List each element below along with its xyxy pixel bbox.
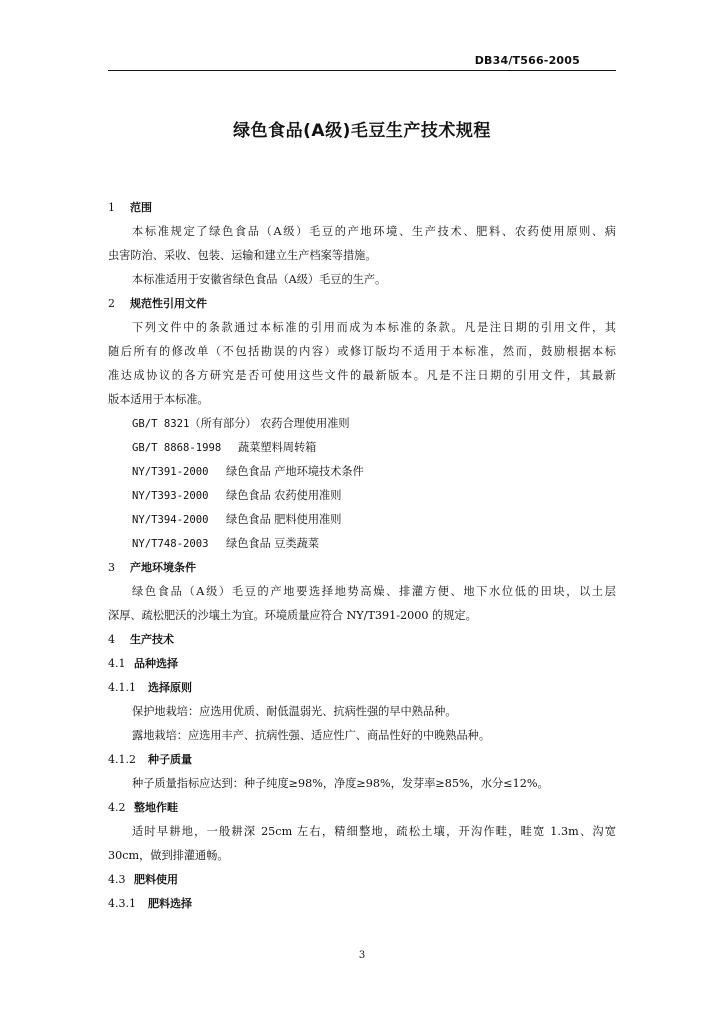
reference-item <box>108 532 616 556</box>
section-number: 4.1.1 <box>108 681 136 694</box>
paragraph-line: 本标准适用于安徽省绿色食品（A级）毛豆的生产。 <box>132 273 387 286</box>
section-heading-4-1 <box>108 652 616 676</box>
section-heading-4-1-2 <box>108 748 616 772</box>
paragraph-line: 下列文件中的条款通过本标准的引用而成为本标准的条款。凡是注日期的引用文件，其 <box>132 321 616 334</box>
document-body <box>108 196 616 916</box>
reference-code: GB/T 8868-1998 <box>132 442 222 454</box>
section-number: 4.2 <box>108 801 126 814</box>
section-heading-2 <box>108 292 616 316</box>
header-rule <box>108 70 616 71</box>
reference-code: NY/T748-2003 <box>132 538 209 550</box>
paragraph-line: 绿色食品（A级）毛豆的产地要选择地势高燥、排灌方便、地下水位低的田块，以土层 <box>132 585 616 598</box>
paragraph-line: 适时早耕地，一般耕深 25cm 左右，精细整地，疏松土壤，开沟作畦，畦宽 1.3m、沟宽 <box>132 825 616 838</box>
reference-code: NY/T394-2000 <box>132 514 209 526</box>
section-number: 4.3.1 <box>108 897 136 910</box>
reference-name: 绿色食品 农药使用准则 <box>226 489 342 502</box>
reference-name: 绿色食品 产地环境技术条件 <box>226 465 364 478</box>
section-title: 种子质量 <box>148 753 192 766</box>
section-title: 范围 <box>130 201 152 214</box>
page-number: 3 <box>358 950 366 961</box>
paragraph-line: 本标准规定了绿色食品（A级）毛豆的产地环境、生产技术、肥料、农药使用原则、病 <box>132 225 616 238</box>
section-title: 整地作畦 <box>134 801 178 814</box>
paragraph-line: 露地栽培：应选用丰产、抗病性强、适应性广、商品性好的中晚熟品种。 <box>132 729 491 742</box>
paragraph-line: 30cm，做到排灌通畅。 <box>108 849 229 862</box>
section-title: 肥料使用 <box>134 873 178 886</box>
reference-code: NY/T393-2000 <box>132 490 209 502</box>
section-heading-4-3-1 <box>108 892 616 916</box>
section-title: 生产技术 <box>130 633 174 646</box>
reference-name: 蔬菜塑料周转箱 <box>238 441 317 454</box>
section-number: 4.1 <box>108 657 126 670</box>
section-number: 1 <box>108 201 115 214</box>
section-heading-4-1-1 <box>108 676 616 700</box>
reference-name: 绿色食品 肥料使用准则 <box>226 513 342 526</box>
reference-item <box>108 436 616 460</box>
section-number: 4.3 <box>108 873 126 886</box>
reference-code: GB/T 8321 <box>132 418 190 430</box>
section-title: 肥料选择 <box>148 897 192 910</box>
paragraph-line: 准达成协议的各方研究是否可使用这些文件的最新版本。凡是不注日期的引用文件，其最新 <box>108 369 616 382</box>
section-heading-1 <box>108 196 616 220</box>
section-number: 4.1.2 <box>108 753 136 766</box>
reference-item <box>108 412 616 436</box>
section-title: 品种选择 <box>134 657 178 670</box>
section-number: 4 <box>108 633 115 646</box>
reference-code: NY/T391-2000 <box>132 466 209 478</box>
reference-item <box>108 508 616 532</box>
reference-name: 绿色食品 豆类蔬菜 <box>226 537 320 550</box>
document-title: 绿色食品(A级)毛豆生产技术规程 <box>233 121 491 141</box>
section-heading-4 <box>108 628 616 652</box>
paragraph-line: 种子质量指标应达到：种子纯度≥98%，净度≥98%，发芽率≥85%，水分≤12%。 <box>132 777 549 790</box>
paragraph-line: 随后所有的修改单（不包括勘误的内容）或修订版均不适用于本标准，然而，鼓励根据本标 <box>108 345 616 358</box>
section-heading-4-2 <box>108 796 616 820</box>
paragraph-line: 保护地栽培：应选用优质、耐低温弱光、抗病性强的早中熟品种。 <box>132 705 457 718</box>
reference-item <box>108 460 616 484</box>
section-number: 3 <box>108 561 115 574</box>
paragraph-line: 版本适用于本标准。 <box>108 393 209 406</box>
reference-name: （所有部分） 农药合理使用准则 <box>189 417 350 430</box>
reference-item <box>108 484 616 508</box>
section-title: 产地环境条件 <box>130 561 196 574</box>
paragraph-line: 深厚、疏松肥沃的沙壤土为宜。环境质量应符合 NY/T391-2000 的规定。 <box>108 609 477 622</box>
section-title: 选择原则 <box>148 681 192 694</box>
standard-code: DB34/T566-2005 <box>474 54 580 67</box>
section-number: 2 <box>108 297 115 310</box>
section-title: 规范性引用文件 <box>130 297 207 310</box>
section-heading-3 <box>108 556 616 580</box>
paragraph-line: 虫害防治、采收、包装、运输和建立生产档案等措施。 <box>108 249 377 262</box>
section-heading-4-3 <box>108 868 616 892</box>
